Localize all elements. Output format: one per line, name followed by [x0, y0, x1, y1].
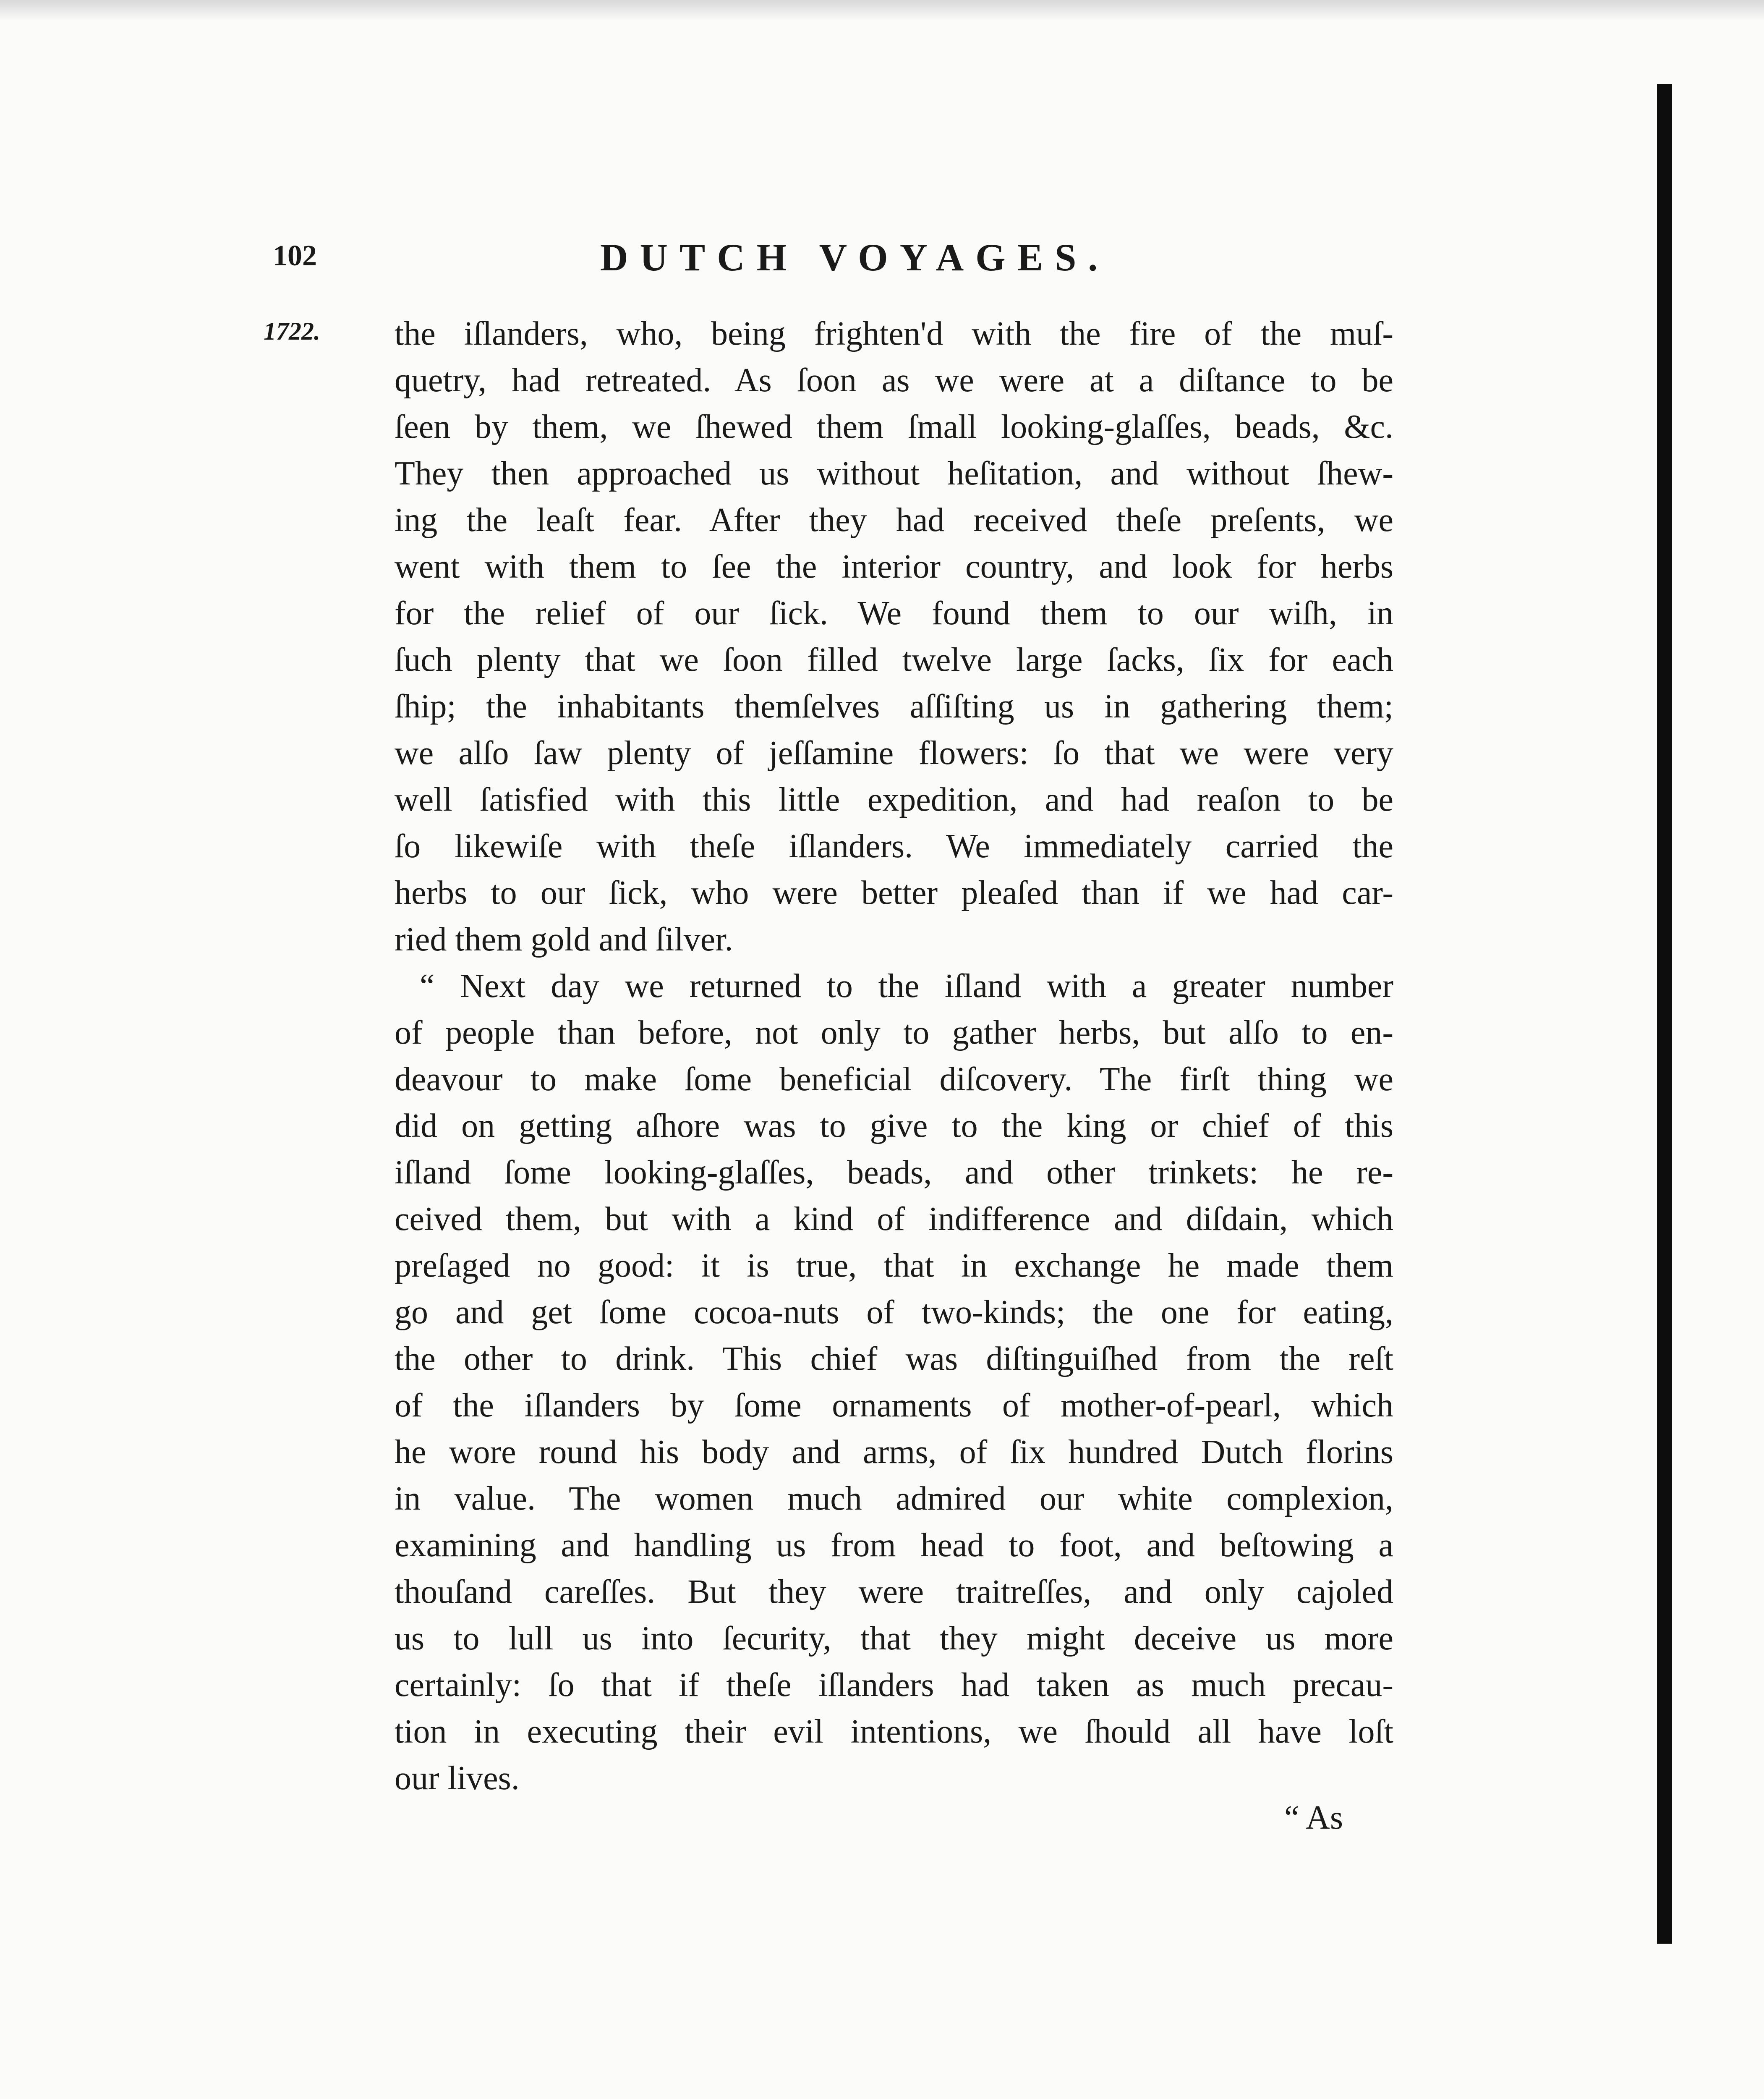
text-line: go and get ſome cocoa-nuts of two-kinds; the one for eating,	[395, 1294, 1393, 1331]
text-line: certainly: ſo that if theſe iſlanders had taken as much precau-	[395, 1667, 1393, 1704]
text-line: ſhip; the inhabitants themſelves aſſiſting us in gathering them;	[395, 688, 1393, 725]
text-line: deavour to make ſome beneficial diſcovery. The firſt thing we	[395, 1061, 1393, 1098]
text-line: we alſo ſaw plenty of jeſſamine flowers: ſo that we were very	[395, 735, 1393, 772]
page-header	[273, 235, 1406, 290]
catchword: “ As	[1284, 1799, 1343, 1836]
running-title: DUTCH VOYAGES.	[600, 236, 1110, 279]
text-line: he wore round his body and arms, of ſix hundred Dutch florins	[395, 1434, 1393, 1471]
text-line: well ſatisfied with this little expedition, and had reaſon to be	[395, 781, 1393, 818]
text-line: iſland ſome looking-glaſſes, beads, and other trinkets: he re-	[395, 1154, 1393, 1191]
text-line: did on getting aſhore was to give to the king or chief of this	[395, 1107, 1393, 1144]
text-line: ſuch plenty that we ſoon filled twelve large ſacks, ſix for each	[395, 641, 1393, 678]
text-line: “ Next day we returned to the iſland with a greater number	[420, 968, 1393, 1005]
text-line: of the iſlanders by ſome ornaments of mother-of-pearl, which	[395, 1387, 1393, 1424]
text-line: of people than before, not only to gather herbs, but alſo to en-	[395, 1014, 1393, 1051]
text-line: thouſand careſſes. But they were traitreſſes, and only cajoled	[395, 1573, 1393, 1610]
text-line: quetry, had retreated. As ſoon as we were at a diſtance to be	[395, 362, 1393, 399]
text-line: ceived them, but with a kind of indifference and diſdain, which	[395, 1201, 1393, 1238]
page-top-edge	[0, 0, 1764, 21]
text-line: our lives.	[395, 1760, 520, 1797]
text-line: tion in executing their evil intentions, we ſhould all have loſt	[395, 1713, 1393, 1750]
text-line: for the relief of our ſick. We found them to our wiſh, in	[395, 595, 1393, 632]
body-text	[395, 311, 1393, 1802]
text-line: the iſlanders, who, being frighten'd with the fire of the muſ-	[395, 315, 1393, 352]
text-line: ing the leaſt fear. After they had received theſe preſents, we	[395, 502, 1393, 539]
text-line: herbs to our ſick, who were better pleaſed than if we had car-	[395, 874, 1393, 911]
text-line: They then approached us without heſitation, and without ſhew-	[395, 455, 1393, 492]
text-line: examining and handling us from head to foot, and beſtowing a	[395, 1527, 1393, 1564]
page-binding-shadow	[1657, 84, 1672, 1944]
margin-year-note: 1722.	[264, 317, 320, 345]
page-number: 102	[273, 240, 317, 272]
text-line: preſaged no good: it is true, that in exchange he made them	[395, 1247, 1393, 1284]
text-line: us to lull us into ſecurity, that they might deceive us more	[395, 1620, 1393, 1657]
text-line: ried them gold and ſilver.	[395, 921, 733, 958]
text-line: the other to drink. This chief was diſtinguiſhed from the reſt	[395, 1340, 1393, 1377]
text-line: ſeen by them, we ſhewed them ſmall looking-glaſſes, beads, &c.	[395, 408, 1393, 445]
text-line: ſo likewiſe with theſe iſlanders. We immediately carried the	[395, 828, 1393, 865]
text-line: in value. The women much admired our white complexion,	[395, 1480, 1393, 1517]
text-line: went with them to ſee the interior country, and look for herbs	[395, 548, 1393, 585]
